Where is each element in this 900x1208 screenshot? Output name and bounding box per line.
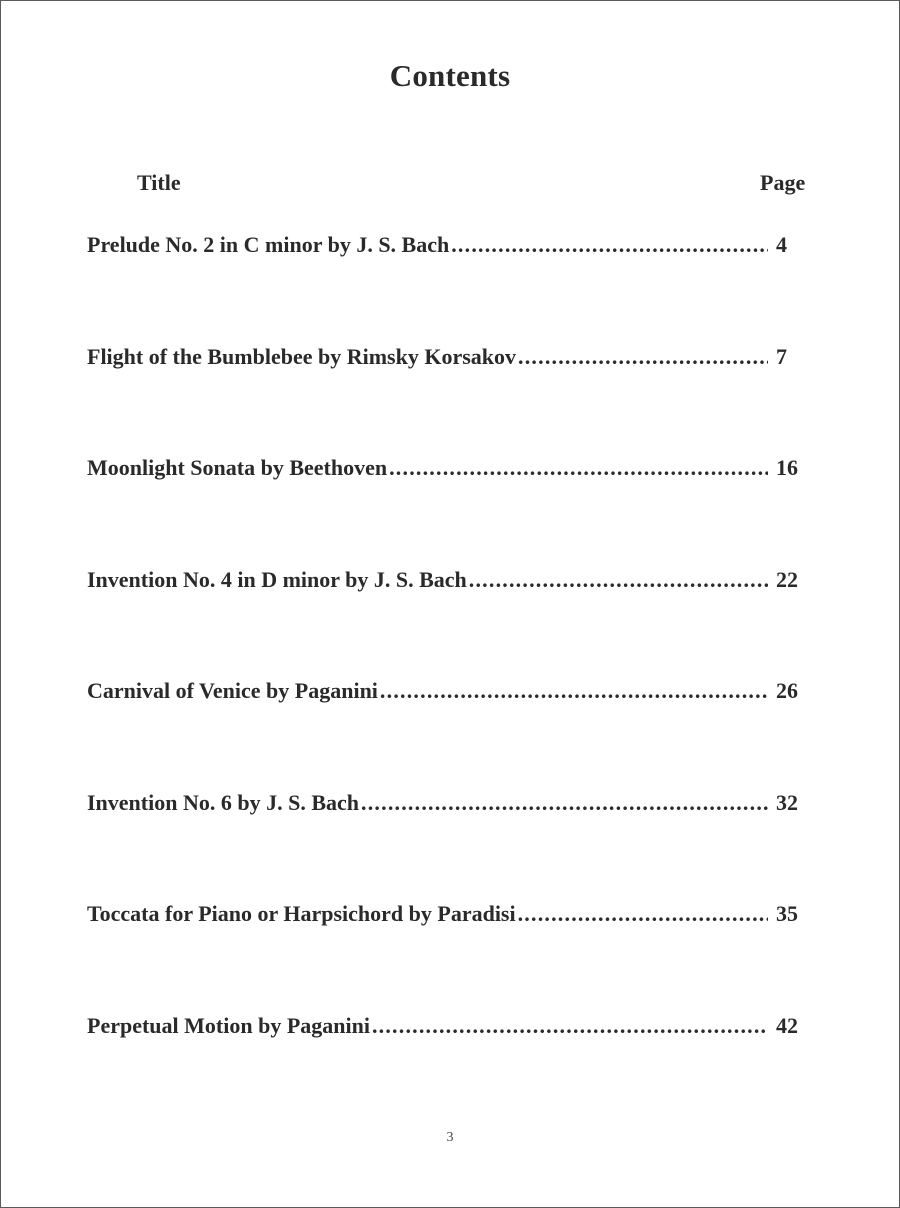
table-of-contents	[87, 232, 810, 1124]
dot-leader	[451, 232, 768, 258]
toc-entry-title: Carnival of Venice by Paganini	[87, 678, 378, 703]
dot-leader	[389, 455, 768, 481]
toc-entry-page: 42	[776, 1012, 798, 1038]
toc-entry[interactable]	[87, 1013, 810, 1125]
toc-entry[interactable]	[87, 678, 810, 790]
dot-leader	[518, 344, 768, 370]
dot-leader	[372, 1013, 768, 1039]
dot-leader	[518, 901, 768, 927]
toc-entry-title: Invention No. 4 in D minor by J. S. Bach	[87, 566, 467, 592]
toc-entry-page: 22	[776, 566, 798, 592]
page-number: 3	[446, 1130, 454, 1145]
page-title: Contents	[389, 58, 511, 93]
toc-entry-page: 4	[776, 232, 787, 257]
toc-entry-title: Toccata for Piano or Harpsichord by Paradisi	[87, 901, 516, 926]
toc-entry[interactable]	[87, 455, 810, 567]
toc-entry-title: Perpetual Motion by Paganini	[87, 1012, 370, 1038]
dot-leader	[469, 567, 768, 593]
dot-leader	[380, 678, 768, 704]
toc-entry[interactable]	[87, 344, 810, 456]
toc-entry[interactable]	[87, 232, 810, 344]
dot-leader	[361, 790, 768, 816]
toc-entry-title: Flight of the Bumblebee by Rimsky Korsakov	[87, 343, 517, 369]
toc-entry[interactable]	[87, 567, 810, 679]
toc-entry-page: 32	[776, 789, 798, 815]
toc-entry-page: 26	[776, 678, 798, 703]
toc-entry-page: 7	[776, 343, 787, 369]
toc-entry-title: Invention No. 6 by J. S. Bach	[87, 789, 360, 815]
toc-entry[interactable]	[87, 901, 810, 1013]
toc-entry[interactable]	[87, 790, 810, 902]
toc-entry-page: 16	[776, 455, 798, 480]
page-column-header: Page	[760, 170, 806, 195]
toc-entry-title: Prelude No. 2 in C minor by J. S. Bach	[87, 232, 450, 257]
toc-entry-title: Moonlight Sonata by Beethoven	[87, 455, 388, 480]
title-column-header: Title	[137, 170, 181, 195]
toc-entry-page: 35	[776, 901, 798, 926]
